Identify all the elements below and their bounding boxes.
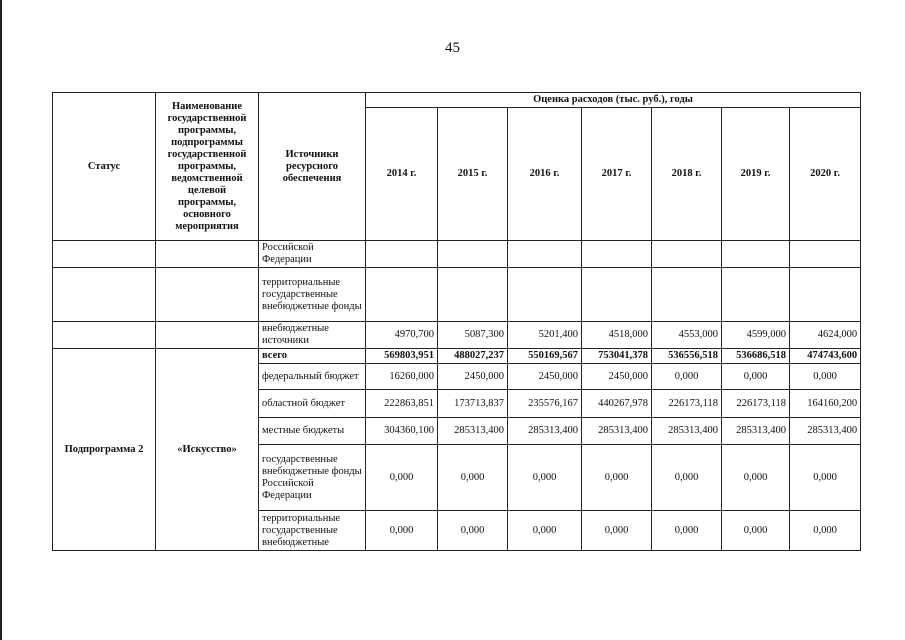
value-cell: 235576,167 — [508, 390, 582, 418]
value-cell: 4518,000 — [582, 322, 652, 349]
value-cell: 0,000 — [790, 445, 861, 511]
value-cell: 226173,118 — [652, 390, 722, 418]
value-cell: 4624,000 — [790, 322, 861, 349]
header-year: 2015 г. — [438, 108, 508, 241]
value-cell: 164160,200 — [790, 390, 861, 418]
value-cell: 569803,951 — [366, 349, 438, 364]
value-cell: 0,000 — [366, 511, 438, 551]
header-name: Наименование государственной программы, подпрограммы государственной программы, ведомственной целевой программы, основного мероприятия — [156, 93, 259, 241]
value-cell: 536686,518 — [722, 349, 790, 364]
value-cell: 16260,000 — [366, 364, 438, 390]
value-cell: 285313,400 — [722, 418, 790, 445]
value-cell: 0,000 — [790, 511, 861, 551]
value-cell: 285313,400 — [508, 418, 582, 445]
value-cell: 226173,118 — [722, 390, 790, 418]
value-cell: 222863,851 — [366, 390, 438, 418]
source-label: всего — [259, 349, 366, 364]
value-cell: 0,000 — [582, 511, 652, 551]
page-edge-line — [0, 0, 2, 640]
value-cell: 2450,000 — [438, 364, 508, 390]
source-label: Российской Федерации — [259, 241, 366, 268]
header-year: 2018 г. — [652, 108, 722, 241]
value-cell: 5087,300 — [438, 322, 508, 349]
value-cell: 4599,000 — [722, 322, 790, 349]
table-row — [53, 241, 861, 268]
header-year: 2017 г. — [582, 108, 652, 241]
value-cell: 304360,100 — [366, 418, 438, 445]
value-cell: 0,000 — [438, 511, 508, 551]
value-cell: 285313,400 — [582, 418, 652, 445]
subprogram-name: «Искусство» — [156, 349, 259, 551]
value-cell: 5201,400 — [508, 322, 582, 349]
value-cell: 0,000 — [582, 445, 652, 511]
table-row — [53, 322, 861, 349]
budget-table — [52, 92, 861, 551]
header-year: 2019 г. — [722, 108, 790, 241]
value-cell: 285313,400 — [790, 418, 861, 445]
value-cell: 0,000 — [722, 445, 790, 511]
value-cell: 0,000 — [722, 364, 790, 390]
value-cell: 2450,000 — [508, 364, 582, 390]
header-sources: Источники ресурсного обеспечения — [259, 93, 366, 241]
value-cell: 440267,978 — [582, 390, 652, 418]
value-cell: 0,000 — [508, 511, 582, 551]
value-cell: 285313,400 — [652, 418, 722, 445]
header-year: 2014 г. — [366, 108, 438, 241]
value-cell: 2450,000 — [582, 364, 652, 390]
value-cell: 488027,237 — [438, 349, 508, 364]
value-cell: 536556,518 — [652, 349, 722, 364]
value-cell: 0,000 — [438, 445, 508, 511]
value-cell: 474743,600 — [790, 349, 861, 364]
value-cell: 0,000 — [790, 364, 861, 390]
header-estimate: Оценка расходов (тыс. руб.), годы — [366, 93, 861, 108]
value-cell: 0,000 — [652, 364, 722, 390]
header-year: 2020 г. — [790, 108, 861, 241]
source-label: федеральный бюджет — [259, 364, 366, 390]
value-cell: 4553,000 — [652, 322, 722, 349]
source-label: государственные внебюджетные фонды Российской Федерации — [259, 445, 366, 511]
value-cell: 550169,567 — [508, 349, 582, 364]
value-cell: 0,000 — [652, 445, 722, 511]
value-cell: 0,000 — [652, 511, 722, 551]
header-year: 2016 г. — [508, 108, 582, 241]
source-label: территориальные государственные внебюджетные фонды — [259, 268, 366, 322]
value-cell: 753041,378 — [582, 349, 652, 364]
source-label: областной бюджет — [259, 390, 366, 418]
value-cell: 4970,700 — [366, 322, 438, 349]
page-number: 45 — [445, 40, 460, 56]
value-cell: 0,000 — [722, 511, 790, 551]
value-cell: 173713,837 — [438, 390, 508, 418]
source-label: территориальные государственные внебюджетные — [259, 511, 366, 551]
table-row-total — [53, 349, 861, 364]
value-cell: 0,000 — [508, 445, 582, 511]
table-row — [53, 268, 861, 322]
subprogram-status: Подпрограмма 2 — [53, 349, 156, 551]
value-cell: 0,000 — [366, 445, 438, 511]
header-status: Статус — [53, 93, 156, 241]
value-cell: 285313,400 — [438, 418, 508, 445]
source-label: местные бюджеты — [259, 418, 366, 445]
source-label: внебюджетные источники — [259, 322, 366, 349]
